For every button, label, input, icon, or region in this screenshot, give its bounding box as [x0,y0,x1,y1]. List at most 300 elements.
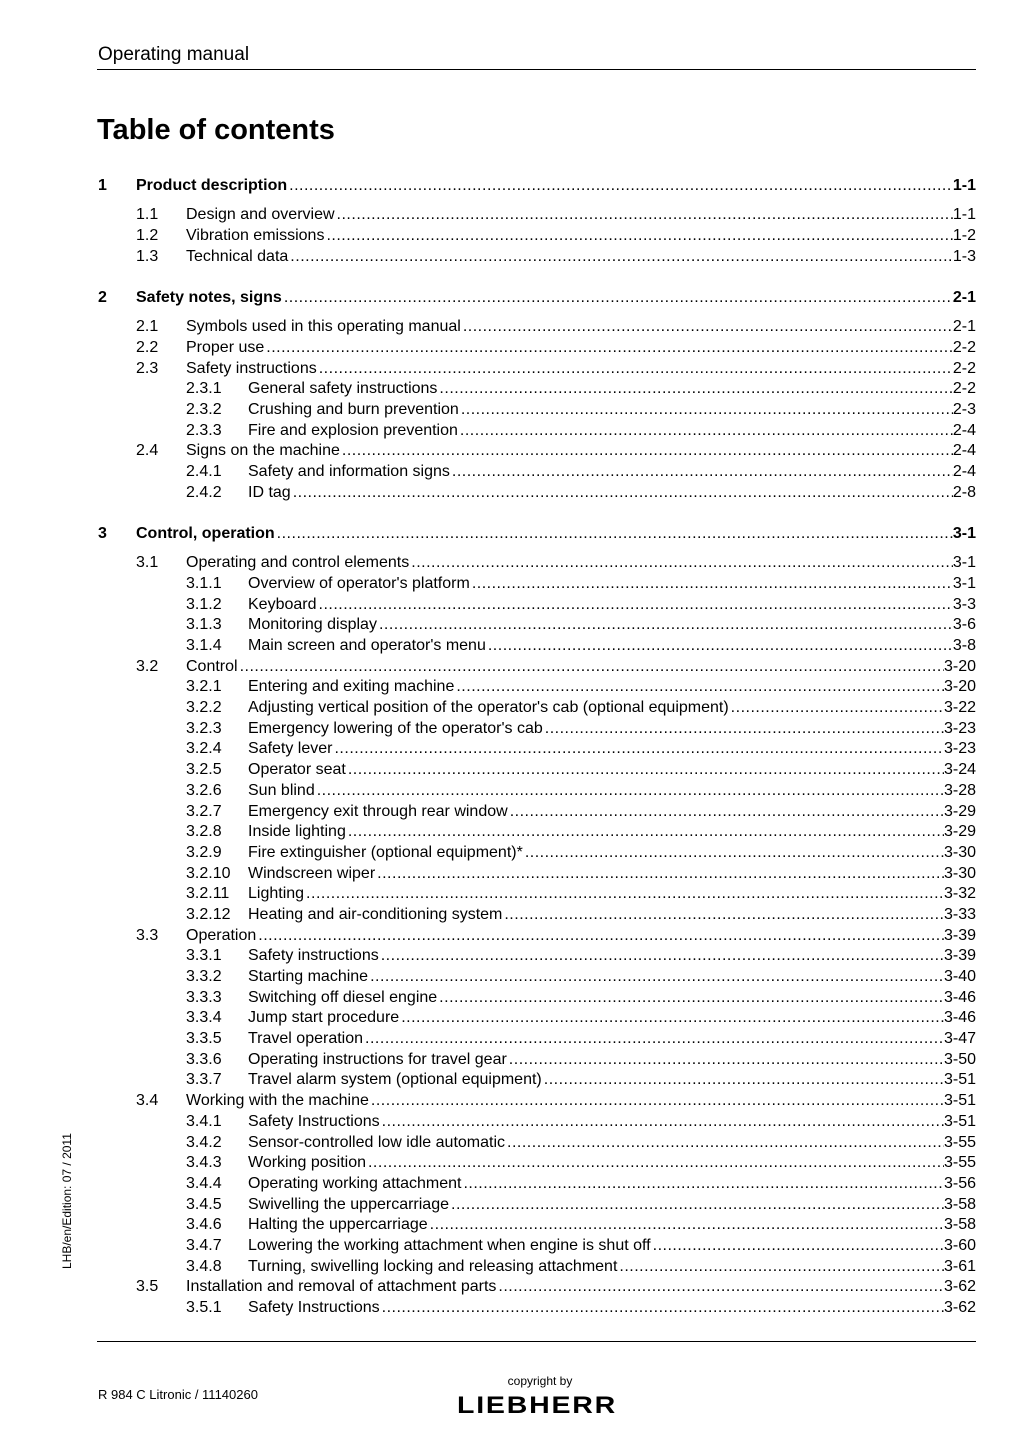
toc-entry-number: 1.2 [136,226,159,244]
toc-entry-title: Sun blind [248,781,315,799]
toc-entry-page: 3-40 [943,968,976,986]
toc-entry-number: 3.2.3 [186,719,222,737]
toc-entry[interactable] [98,1029,976,1050]
footer-rule [97,1341,976,1342]
toc-entry-page: 3-39 [943,947,976,965]
toc-entry-number: 3.1 [136,554,159,572]
toc-entry-line [248,739,976,760]
toc-entry-page: 3-51 [943,1071,976,1089]
toc-entry-page: 2-8 [952,483,976,501]
toc-entry[interactable] [98,1133,976,1154]
toc-entry-title: Safety instructions [248,947,379,965]
toc-entry-page: 3-47 [943,1030,976,1048]
model-number: R 984 C Litronic / 11140260 [98,1387,258,1402]
toc-dot-leader [379,946,944,967]
toc-entry-line [186,317,976,338]
toc-entry[interactable] [98,1174,976,1195]
page-title: Table of contents [97,114,335,146]
toc-dot-leader [617,1257,944,1278]
toc-dot-leader [729,698,944,719]
toc-entry-line [248,719,976,740]
toc-entry[interactable] [98,739,976,760]
toc-entry-line [248,884,976,905]
toc-entry-title: Keyboard [248,595,317,613]
toc-entry[interactable] [98,884,976,905]
toc-dot-leader [470,574,953,595]
toc-dot-leader [304,884,944,905]
toc-dot-leader [454,677,944,698]
toc-entry-page: 3-30 [943,843,976,861]
toc-entry-title: Travel operation [248,1030,364,1048]
toc-entry-line [248,1236,976,1257]
toc-entry-number: 3.2 [136,657,159,675]
toc-entry-page: 2-2 [952,359,976,377]
toc-entry-line [248,843,976,864]
toc-entry-page: 3-58 [943,1216,976,1234]
toc-entry-line [248,400,976,421]
toc-entry-number: 3.1.4 [186,637,222,655]
toc-entry-page: 3-23 [943,740,976,758]
toc-entry-page: 3-62 [943,1278,976,1296]
toc-entry-line [248,698,976,719]
toc-entry-title: Safety lever [248,740,333,758]
toc-dot-leader [542,1070,944,1091]
toc-entry-line [136,288,976,309]
toc-entry[interactable] [98,1298,976,1319]
toc-entry[interactable] [98,760,976,781]
toc-entry-page: 1-3 [952,247,976,265]
toc-entry[interactable] [98,338,976,359]
toc-entry-number: 3.4.8 [186,1257,222,1275]
toc-entry-line [186,657,976,678]
toc-entry-title: Fire extinguisher (optional equipment)* [248,843,523,861]
toc-entry[interactable] [98,1153,976,1174]
toc-entry-number: 2.3.1 [186,380,222,398]
toc-entry-page: 3-1 [952,554,976,572]
toc-entry-number: 2.3.3 [186,421,222,439]
toc-dot-leader [366,1153,944,1174]
toc-dot-leader [508,802,944,823]
toc-entry-number: 3.2.10 [186,864,231,882]
toc-dot-leader [291,483,953,504]
toc-dot-leader [409,553,953,574]
toc-entry-number: 3.4.2 [186,1133,222,1151]
toc-entry-title: Crushing and burn prevention [248,400,459,418]
toc-entry[interactable] [98,1215,976,1236]
toc-dot-leader [264,338,953,359]
toc-entry-title: Installation and removal of attachment parts [186,1278,497,1296]
toc-entry-number: 3.2.7 [186,802,222,820]
toc-entry-number: 3.4.5 [186,1195,222,1213]
toc-entry[interactable] [98,677,976,698]
toc-dot-leader [340,441,953,462]
toc-entry[interactable] [98,698,976,719]
toc-entry-number: 3.1.3 [186,616,222,634]
toc-entry-page: 3-30 [943,864,976,882]
edition-note: LHB/en/Edition: 07 / 2011 [60,1133,74,1269]
toc-entry-line [248,781,976,802]
toc-entry-title: Safety Instructions [248,1299,380,1317]
toc-entry[interactable] [98,636,976,657]
toc-entry-page: 2-3 [952,400,976,418]
toc-entry[interactable] [98,483,976,504]
toc-entry-number: 3.4.6 [186,1216,222,1234]
toc-entry-number: 3.3.5 [186,1030,222,1048]
toc-entry-page: 3-22 [943,699,976,717]
toc-entry-line [248,1029,976,1050]
toc-entry-line [248,615,976,636]
toc-entry-title: Operating working attachment [248,1174,462,1192]
toc-entry[interactable] [98,988,976,1009]
toc-entry[interactable] [98,657,976,678]
toc-dot-leader [324,226,952,247]
toc-dot-leader [459,400,953,421]
toc-dot-leader [450,462,953,483]
toc-entry-line [186,205,976,226]
toc-entry-line [248,988,976,1009]
toc-entry-number: 1 [98,177,107,194]
toc-entry-line [186,1091,976,1112]
toc-entry-line [248,595,976,616]
toc-entry-title: Product description [136,177,288,194]
toc-entry-number: 3.3.2 [186,968,222,986]
toc-dot-leader [287,176,953,197]
toc-entry-line [136,176,976,197]
toc-dot-leader [461,317,953,338]
toc-entry-page: 3-23 [943,719,976,737]
toc-entry-page: 2-1 [952,318,976,336]
toc-entry[interactable] [98,226,976,247]
toc-entry-page: 2-2 [952,338,976,356]
toc-entry-number: 3.5 [136,1278,159,1296]
toc-entry-line [248,1174,976,1195]
toc-entry-line [248,864,976,885]
toc-entry[interactable] [98,205,976,226]
toc-entry-title: Technical data [186,247,289,265]
toc-entry[interactable] [98,441,976,462]
toc-entry-line [186,926,976,947]
toc-entry[interactable] [98,905,976,926]
toc-entry-page: 3-1 [952,574,976,592]
toc-entry-title: Switching off diesel engine [248,988,438,1006]
toc-entry-line [248,421,976,442]
toc-dot-leader [375,864,944,885]
toc-entry-page: 3-6 [952,616,976,634]
toc-dot-leader [368,967,944,988]
toc-entry-title: Swivelling the uppercarriage [248,1195,449,1213]
toc-entry-page: 3-8 [952,637,976,655]
toc-entry-line [248,946,976,967]
toc-entry-number: 3.2.12 [186,905,231,923]
toc-entry-number: 3 [98,525,107,542]
toc-entry[interactable] [98,524,976,545]
toc-dot-leader [651,1236,944,1257]
toc-entry-line [248,1050,976,1071]
toc-entry-line [248,1215,976,1236]
toc-entry-title: Vibration emissions [186,226,325,244]
toc-entry-page: 3-20 [943,678,976,696]
toc-entry-page: 3-46 [943,1009,976,1027]
toc-entry-title: Safety and information signs [248,463,450,481]
toc-dot-leader [317,595,953,616]
toc-entry[interactable] [98,379,976,400]
toc-entry[interactable] [98,462,976,483]
toc-entry-line [248,905,976,926]
toc-dot-leader [288,247,953,268]
logo-text: LIEBHERR [457,1392,617,1416]
toc-entry-page: 3-51 [943,1112,976,1130]
toc-entry-number: 3.2.1 [186,678,222,696]
toc-dot-leader [380,1298,944,1319]
toc-entry-title: Safety Instructions [248,1112,380,1130]
copyright-text: copyright by [507,1374,573,1388]
toc-entry-page: 3-29 [943,823,976,841]
toc-entry-page: 3-51 [943,1092,976,1110]
toc-entry[interactable] [98,946,976,967]
toc-entry-line [186,247,976,268]
toc-entry-number: 2.3.2 [186,400,222,418]
toc-entry-page: 2-4 [952,421,976,439]
toc-entry-title: Halting the uppercarriage [248,1216,428,1234]
toc-entry-line [248,1008,976,1029]
toc-entry-line [248,1153,976,1174]
toc-entry-number: 2.2 [136,338,159,356]
toc-entry-page: 1-2 [952,226,976,244]
toc-entry-page: 3-3 [952,595,976,613]
toc-entry[interactable] [98,1257,976,1278]
toc-dot-leader [346,822,944,843]
toc-entry-page: 1-1 [952,206,976,224]
toc-entry[interactable] [98,843,976,864]
toc-dot-leader [449,1195,944,1216]
toc-entry-page: 3-55 [943,1154,976,1172]
toc-dot-leader [275,524,953,545]
toc-entry-page: 3-62 [943,1299,976,1317]
toc-entry[interactable] [98,359,976,380]
toc-entry-number: 3.4.3 [186,1154,222,1172]
toc-entry[interactable] [98,421,976,442]
toc-dot-leader [437,988,944,1009]
toc-entry-title: Entering and exiting machine [248,678,455,696]
toc-dot-leader [496,1277,944,1298]
toc-entry[interactable] [98,574,976,595]
toc-entry-line [248,1257,976,1278]
toc-entry-title: Inside lighting [248,823,346,841]
toc-entry[interactable] [98,288,976,309]
toc-entry-page: 1-1 [952,177,976,194]
toc-entry-title: Safety notes, signs [136,288,282,306]
toc-entry-number: 2.1 [136,318,159,336]
toc-entry-title: Emergency exit through rear window [248,802,508,820]
toc-entry-line [186,441,976,462]
toc-dot-leader [505,1133,944,1154]
toc-entry-line [248,822,976,843]
toc-entry-line [186,359,976,380]
toc-entry-number: 1.3 [136,247,159,265]
toc-entry-page: 3-29 [943,802,976,820]
toc-entry[interactable] [98,1091,976,1112]
toc-entry-title: Design and overview [186,206,335,224]
toc-entry-title: Adjusting vertical position of the operator's cab (optional equipment) [248,699,729,717]
toc-entry-title: Operator seat [248,761,346,779]
toc-entry[interactable] [98,595,976,616]
toc-entry-page: 3-39 [943,926,976,944]
toc-entry-number: 3.2.5 [186,761,222,779]
toc-entry-title: Lighting [248,885,305,903]
toc-entry-page: 2-4 [952,463,976,481]
toc-entry-title: Main screen and operator's menu [248,637,486,655]
toc-entry[interactable] [98,864,976,885]
toc-entry[interactable] [98,1236,976,1257]
toc-entry-number: 3.2.2 [186,699,222,717]
toc-dot-leader [507,1050,944,1071]
toc-entry-title: Operating and control elements [186,554,410,572]
toc-entry-number: 2 [98,288,107,306]
toc-dot-leader [399,1008,944,1029]
toc-entry-title: Overview of operator's platform [248,574,470,592]
toc-dot-leader [428,1215,944,1236]
toc-entry[interactable] [98,553,976,574]
toc-entry-title: Proper use [186,338,265,356]
toc-entry-title: Jump start procedure [248,1009,400,1027]
toc-entry-page: 3-61 [943,1257,976,1275]
toc-entry-number: 3.2.9 [186,843,222,861]
toc-entry[interactable] [98,176,976,197]
toc-entry[interactable] [98,1112,976,1133]
toc-entry-page: 3-56 [943,1174,976,1192]
toc-entry-line [248,636,976,657]
toc-entry-page: 3-24 [943,761,976,779]
toc-entry-title: ID tag [248,483,291,501]
toc-entry[interactable] [98,719,976,740]
toc-entry[interactable] [98,1070,976,1091]
toc-entry[interactable] [98,926,976,947]
toc-entry-number: 2.3 [136,359,159,377]
toc-dot-leader [315,781,944,802]
toc-entry-number: 3.2.8 [186,823,222,841]
toc-entry-number: 2.4.2 [186,483,222,501]
toc-entry-line [248,967,976,988]
toc-entry-page: 3-1 [952,525,976,542]
toc-entry-number: 3.5.1 [186,1299,222,1317]
toc-entry-title: Safety instructions [186,359,317,377]
toc-dot-leader [256,926,944,947]
toc-entry-page: 3-33 [943,905,976,923]
toc-entry-page: 3-32 [943,885,976,903]
liebherr-logo [456,1392,618,1416]
toc-entry-number: 3.3.7 [186,1071,222,1089]
toc-entry-title: Operating instructions for travel gear [248,1050,507,1068]
toc-entry-number: 3.4.4 [186,1174,222,1192]
toc-entry-number: 3.1.2 [186,595,222,613]
toc-dot-leader [486,636,953,657]
toc-entry-page: 2-4 [952,442,976,460]
toc-entry-number: 2.4 [136,442,159,460]
toc-entry-page: 3-50 [943,1050,976,1068]
toc-entry-title: Fire and explosion prevention [248,421,458,439]
toc-dot-leader [502,905,944,926]
toc-entry-number: 1.1 [136,206,159,224]
toc-entry-title: General safety instructions [248,380,438,398]
toc-entry[interactable] [98,247,976,268]
toc-entry-number: 3.4.7 [186,1236,222,1254]
toc-entry-title: Starting machine [248,968,369,986]
toc-entry-title: Monitoring display [248,616,377,634]
toc-entry-number: 3.3.3 [186,988,222,1006]
toc-entry-page: 3-58 [943,1195,976,1213]
toc-dot-leader [437,379,952,400]
toc-entry[interactable] [98,1195,976,1216]
table-of-contents [98,176,976,1319]
toc-dot-leader [317,359,953,380]
toc-dot-leader [282,288,953,309]
toc-entry-line [186,226,976,247]
toc-entry-title: Travel alarm system (optional equipment) [248,1071,542,1089]
toc-entry[interactable] [98,781,976,802]
toc-dot-leader [380,1112,944,1133]
toc-entry-line [186,1277,976,1298]
toc-entry[interactable] [98,822,976,843]
toc-entry[interactable] [98,1008,976,1029]
toc-entry-number: 3.3.6 [186,1050,222,1068]
toc-dot-leader [461,1174,944,1195]
toc-entry-page: 2-2 [952,380,976,398]
header-rule [97,69,976,70]
toc-entry-page: 3-60 [943,1236,976,1254]
toc-entry-title: Working position [248,1154,366,1172]
toc-entry[interactable] [98,615,976,636]
toc-entry-line [248,1195,976,1216]
toc-entry-line [248,677,976,698]
toc-entry-title: Lowering the working attachment when engine is shut off [248,1236,651,1254]
toc-entry-number: 3.4.1 [186,1112,222,1130]
toc-entry-line [248,1112,976,1133]
toc-entry[interactable] [98,400,976,421]
toc-entry-number: 3.3.4 [186,1009,222,1027]
toc-entry-line [248,1070,976,1091]
toc-dot-leader [377,615,953,636]
toc-dot-leader [363,1029,944,1050]
toc-entry[interactable] [98,317,976,338]
toc-entry[interactable] [98,802,976,823]
toc-entry-line [248,379,976,400]
toc-dot-leader [369,1091,944,1112]
toc-entry[interactable] [98,967,976,988]
toc-entry-line [248,802,976,823]
toc-dot-leader [238,657,944,678]
toc-entry-page: 3-46 [943,988,976,1006]
toc-entry-number: 2.4.1 [186,463,222,481]
toc-entry-title: Operation [186,926,257,944]
toc-entry-line [186,553,976,574]
toc-entry-title: Heating and air-conditioning system [248,905,503,923]
toc-entry-line [136,524,976,545]
toc-entry[interactable] [98,1050,976,1071]
toc-entry-page: 3-28 [943,781,976,799]
toc-entry-title: Working with the machine [186,1092,369,1110]
toc-entry-number: 3.2.4 [186,740,222,758]
toc-entry[interactable] [98,1277,976,1298]
toc-entry-page: 3-55 [943,1133,976,1151]
toc-entry-title: Turning, swivelling locking and releasing attachment [248,1257,618,1275]
toc-entry-title: Sensor-controlled low idle automatic [248,1133,506,1151]
toc-entry-title: Symbols used in this operating manual [186,318,461,336]
toc-entry-title: Windscreen wiper [248,864,376,882]
toc-entry-number: 3.3 [136,926,159,944]
toc-entry-number: 3.1.1 [186,574,222,592]
toc-entry-title: Control, operation [136,525,275,542]
toc-entry-number: 3.4 [136,1092,159,1110]
